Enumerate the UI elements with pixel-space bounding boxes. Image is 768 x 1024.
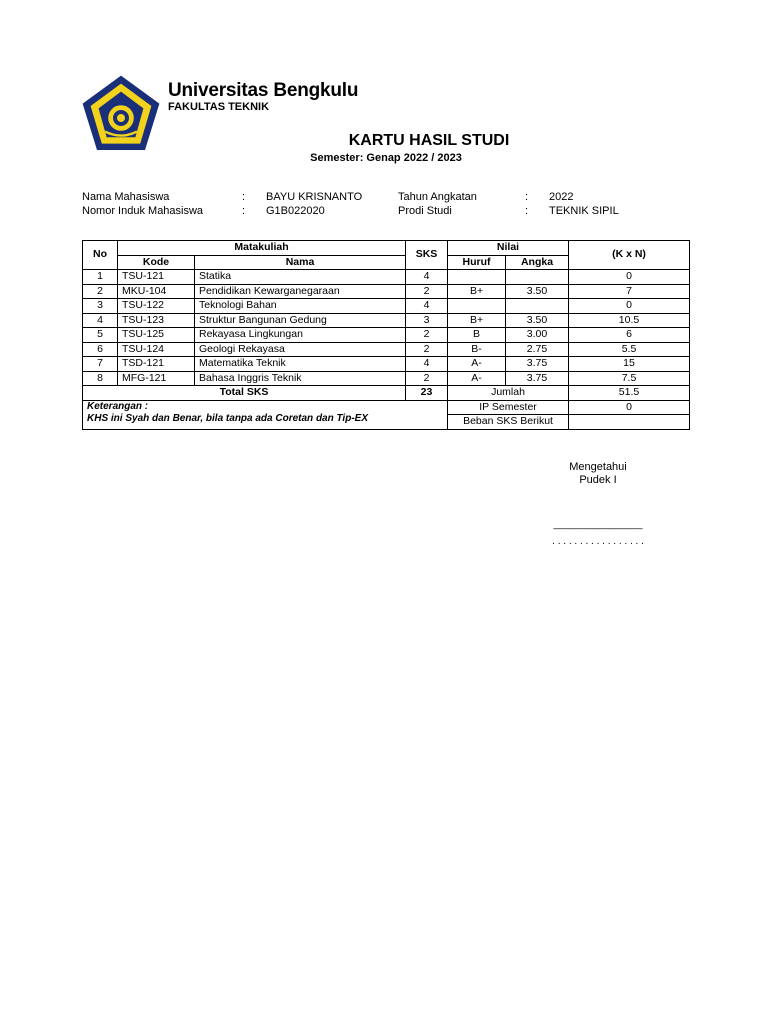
row-nama: Pendidikan Kewarganegaraan (195, 284, 406, 299)
row-sks: 4 (406, 270, 448, 285)
sign-position: Pudek I (579, 474, 617, 486)
row-huruf: B+ (448, 313, 506, 328)
row-no: 1 (83, 270, 118, 285)
row-angka: 3.75 (506, 357, 569, 372)
faculty-name: FAKULTAS TEKNIK (168, 101, 270, 113)
row-kode: TSU-123 (118, 313, 195, 328)
header-angka: Angka (506, 255, 569, 270)
keterangan-text: KHS ini Syah dan Benar, bila tanpa ada Coretan dan Tip-EX (87, 412, 368, 424)
year-value: 2022 (549, 191, 574, 203)
sign-name-line: ________________ (553, 519, 643, 530)
jumlah-value: 51.5 (569, 386, 690, 401)
row-kode: TSU-124 (118, 342, 195, 357)
sign-mengetahui: Mengetahui (569, 461, 627, 473)
row-angka: 3.50 (506, 313, 569, 328)
row-angka: 3.50 (506, 284, 569, 299)
row-sks: 2 (406, 328, 448, 343)
row-kxn: 0 (569, 299, 690, 314)
name-separator: : (242, 191, 246, 203)
row-nama: Teknologi Bahan (195, 299, 406, 314)
row-sks: 3 (406, 313, 448, 328)
row-sks: 2 (406, 371, 448, 386)
header-sks: SKS (406, 241, 448, 270)
ip-semester-label: IP Semester (448, 400, 569, 415)
semester-label: Semester: Genap 2022 / 2023 (310, 152, 462, 164)
header-kode: Kode (118, 255, 195, 270)
total-sks-label: Total SKS (83, 386, 406, 401)
nim-value: G1B022020 (266, 205, 325, 217)
total-sks-value: 23 (406, 386, 448, 401)
sign-dots: . . . . . . . . . . . . . . . . . (552, 536, 644, 547)
row-huruf (448, 270, 506, 285)
row-no: 8 (83, 371, 118, 386)
row-kxn: 10.5 (569, 313, 690, 328)
row-sks: 2 (406, 342, 448, 357)
row-kxn: 7.5 (569, 371, 690, 386)
row-huruf (448, 299, 506, 314)
row-kode: TSD-121 (118, 357, 195, 372)
header-no: No (83, 241, 118, 270)
row-nama: Matematika Teknik (195, 357, 406, 372)
beban-sks-label: Beban SKS Berikut (448, 415, 569, 430)
table-row (83, 342, 690, 357)
header-huruf: Huruf (448, 255, 506, 270)
row-kxn: 0 (569, 270, 690, 285)
ip-semester-value: 0 (569, 400, 690, 415)
row-kode: TSU-121 (118, 270, 195, 285)
header-matakuliah: Matakuliah (118, 241, 406, 256)
ip-row (83, 400, 690, 415)
table-row (83, 299, 690, 314)
row-no: 2 (83, 284, 118, 299)
row-no: 6 (83, 342, 118, 357)
row-kxn: 7 (569, 284, 690, 299)
row-nama: Statika (195, 270, 406, 285)
row-angka: 3.00 (506, 328, 569, 343)
grades-table (82, 240, 690, 430)
name-value: BAYU KRISNANTO (266, 191, 363, 203)
prodi-separator: : (525, 205, 529, 217)
document-title: KARTU HASIL STUDI (348, 132, 510, 149)
university-name: Universitas Bengkulu (168, 80, 359, 101)
total-row (83, 386, 690, 401)
nim-separator: : (242, 205, 246, 217)
table-header-row (83, 241, 690, 256)
row-huruf: B (448, 328, 506, 343)
beban-sks-value (569, 415, 690, 430)
header-kxn: (K x N) (569, 241, 690, 270)
row-no: 7 (83, 357, 118, 372)
row-nama: Geologi Rekayasa (195, 342, 406, 357)
row-no: 3 (83, 299, 118, 314)
prodi-label: Prodi Studi (398, 205, 452, 217)
table-row (83, 284, 690, 299)
row-huruf: B+ (448, 284, 506, 299)
row-huruf: A- (448, 371, 506, 386)
row-nama: Rekayasa Lingkungan (195, 328, 406, 343)
row-angka (506, 270, 569, 285)
header-nama: Nama (195, 255, 406, 270)
keterangan (83, 400, 448, 429)
year-separator: : (525, 191, 529, 203)
row-angka: 3.75 (506, 371, 569, 386)
row-kode: MFG-121 (118, 371, 195, 386)
row-nama: Struktur Bangunan Gedung (195, 313, 406, 328)
row-sks: 2 (406, 284, 448, 299)
keterangan-label: Keterangan : (87, 400, 149, 412)
table-row (83, 270, 690, 285)
row-angka (506, 299, 569, 314)
row-kode: TSU-125 (118, 328, 195, 343)
year-label: Tahun Angkatan (398, 191, 477, 203)
row-kode: MKU-104 (118, 284, 195, 299)
row-angka: 2.75 (506, 342, 569, 357)
jumlah-label: Jumlah (448, 386, 569, 401)
row-huruf: B- (448, 342, 506, 357)
header-nilai: Nilai (448, 241, 569, 256)
row-huruf: A- (448, 357, 506, 372)
row-kode: TSU-122 (118, 299, 195, 314)
row-nama: Bahasa Inggris Teknik (195, 371, 406, 386)
table-row (83, 313, 690, 328)
row-no: 5 (83, 328, 118, 343)
row-kxn: 15 (569, 357, 690, 372)
row-sks: 4 (406, 357, 448, 372)
prodi-value: TEKNIK SIPIL (549, 205, 619, 217)
table-row (83, 328, 690, 343)
row-sks: 4 (406, 299, 448, 314)
row-no: 4 (83, 313, 118, 328)
row-kxn: 5.5 (569, 342, 690, 357)
table-row (83, 357, 690, 372)
nim-label: Nomor Induk Mahasiswa (82, 205, 204, 217)
name-label: Nama Mahasiswa (82, 191, 170, 203)
table-row (83, 371, 690, 386)
row-kxn: 6 (569, 328, 690, 343)
